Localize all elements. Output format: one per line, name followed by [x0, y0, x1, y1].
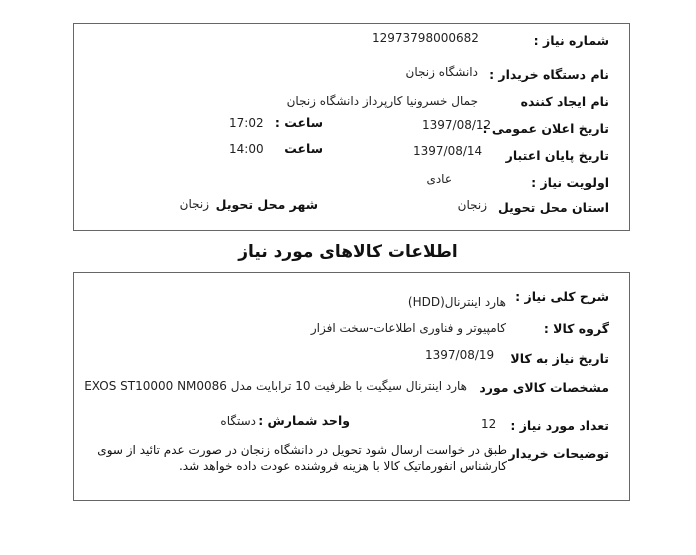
priority-label: اولویت نیاز :	[531, 175, 609, 190]
need-date-value: 1397/08/19	[425, 348, 495, 362]
buyer-notes-label: توضیحات خریدار	[508, 446, 609, 461]
city-value: زنجان	[179, 197, 209, 211]
province-label: استان محل تحویل	[497, 200, 609, 215]
expiry-date-value: 1397/08/14	[413, 144, 483, 158]
announce-time-label: ساعت :	[274, 115, 323, 130]
buyer-org-label: نام دستگاه خریدار :	[489, 67, 609, 82]
announce-date-label: تاریخ اعلان عمومی :	[482, 121, 609, 136]
city-label: شهر محل تحویل	[215, 197, 318, 212]
priority-value: عادی	[426, 172, 452, 186]
creator-label: نام ایجاد کننده	[520, 94, 609, 109]
announce-date-value: 1397/08/12	[422, 118, 492, 132]
need-number-label: شماره نیاز :	[533, 33, 609, 48]
goods-group-value: کامپیوتر و فناوری اطلاعات-سخت افزار	[310, 321, 506, 335]
goods-group-label: گروه کالا :	[543, 321, 609, 336]
expiry-time-label: ساعت	[284, 141, 323, 156]
specs-value: هارد اینترنال سیگیت با ظرفیت 10 ترابایت مدل EXOS ST10000 NM0086	[84, 379, 467, 393]
unit-value: دستگاه	[220, 414, 256, 428]
creator-value: جمال خسرونیا کارپرداز دانشگاه زنجان	[286, 94, 478, 108]
description-label: شرح کلی نیاز :	[515, 289, 609, 304]
buyer-notes-line1: طبق در خواست ارسال شود تحویل در دانشگاه زنجان در صورت عدم تائید از سوی	[97, 443, 507, 457]
buyer-org-value: دانشگاه زنجان	[405, 65, 478, 79]
need-number-value: 12973798000682	[372, 31, 479, 45]
description-value: هارد اینترنال(HDD)	[407, 295, 506, 309]
specs-label: مشخصات کالای مورد	[479, 380, 609, 395]
quantity-label: تعداد مورد نیاز :	[510, 418, 609, 433]
expiry-time-value: 14:00	[229, 142, 264, 156]
announce-time-value: 17:02	[229, 116, 264, 130]
expiry-date-label: تاریخ پایان اعتبار	[505, 148, 609, 163]
buyer-notes-line2: کارشناس انفورماتیک کالا با هزینه فروشنده عودت داده خواهد شد.	[178, 459, 507, 473]
unit-label: واحد شمارش :	[258, 413, 350, 428]
need-date-label: تاریخ نیاز به کالا	[510, 351, 609, 366]
province-value: زنجان	[457, 198, 487, 212]
quantity-value: 12	[481, 417, 497, 431]
section-title: اطلاعات کالاهای مورد نیاز	[238, 242, 458, 262]
